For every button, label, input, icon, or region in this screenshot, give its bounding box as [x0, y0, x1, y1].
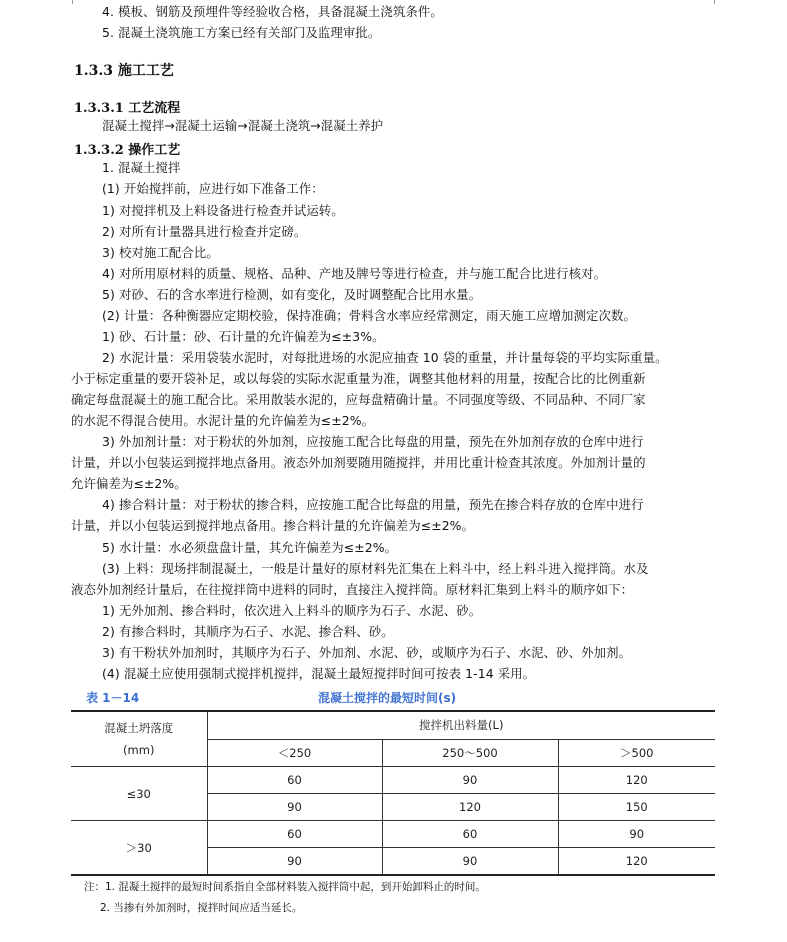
body-line: 2) 有掺合料时，其顺序为石子、水泥、掺合料、砂。	[102, 624, 394, 639]
body-line: 1) 无外加剂、掺合料时，依次进入上料斗的顺序为石子、水泥、砂。	[102, 603, 482, 618]
body-line: 3) 外加剂计量：对于粉状的外加剂，应按施工配合比每盘的用量，预先在外加剂存放的仓库中进行	[102, 434, 644, 449]
table-row	[71, 821, 715, 848]
slump-cell: ＞30	[71, 821, 207, 876]
body-line: 3) 校对施工配合比。	[102, 245, 219, 260]
table-cell: 120	[382, 794, 558, 821]
table-cell: 120	[558, 848, 715, 876]
crop-mark-left	[72, 0, 73, 4]
body-line: 1) 对搅拌机及上料设备进行检查并试运转。	[102, 203, 344, 218]
slump-header	[71, 711, 207, 767]
body-line: (2) 计量：各种衡器应定期校验，保持准确；骨料含水率应经常测定，雨天施工应增加测定次数。	[102, 308, 637, 323]
table-cell: 120	[558, 767, 715, 794]
table-row	[71, 767, 715, 794]
table-cell: 90	[382, 767, 558, 794]
body-line: (1) 开始搅拌前，应进行如下准备工作：	[102, 181, 324, 196]
capacity-header: 250～500	[382, 739, 558, 767]
table-cell: 60	[207, 821, 382, 848]
table-cell: 60	[382, 821, 558, 848]
table-number: 表 1－14	[86, 691, 140, 705]
subsection-heading-operation: 1.3.3.2 操作工艺	[74, 143, 181, 158]
subsection-heading-process-flow: 1.3.3.1 工艺流程	[74, 101, 181, 116]
list-item-4: 4. 模板、钢筋及预埋件等经验收合格，具备混凝土浇筑条件。	[102, 4, 443, 19]
body-line: 5) 对砂、石的含水率进行检测，如有变化，及时调整配合比用水量。	[102, 287, 482, 302]
body-line: (3) 上料：现场拌制混凝土，一般是计量好的原材料先汇集在上料斗中，经上料斗进入搅拌筒。水及	[102, 561, 649, 576]
list-item-5: 5. 混凝土浇筑施工方案已经有关部门及监理审批。	[102, 25, 381, 40]
capacity-header: ＜250	[207, 739, 382, 767]
table-cell: 90	[382, 848, 558, 876]
table-cell: 90	[207, 794, 382, 821]
table-cell: 90	[558, 821, 715, 848]
slump-header-unit: (mm)	[123, 743, 155, 757]
crop-mark-right	[714, 0, 715, 4]
table-cell: 150	[558, 794, 715, 821]
body-line: 2) 对所有计量器具进行检查并定磅。	[102, 224, 307, 239]
table-cell: 60	[207, 767, 382, 794]
capacity-group-header: 搅拌机出料量(L)	[207, 711, 715, 739]
body-line: 确定每盘混凝土的施工配合比。采用散装水泥的，应每盘精确计量。不同强度等级、不同品种、不同厂家	[71, 392, 646, 407]
body-line: 4) 对所用原材料的质量、规格、品种、产地及牌号等进行检查，并与施工配合比进行核对。	[102, 266, 607, 281]
body-line: 4) 掺合料计量：对于粉状的掺合料，应按施工配合比每盘的用量，预先在掺合料存放的仓库中进行	[102, 497, 644, 512]
body-line: (4) 混凝土应使用强制式搅拌机搅拌，混凝土最短搅拌时间可按表 1-14 采用。	[102, 666, 536, 681]
process-flow-text: 混凝土搅拌→混凝土运输→混凝土浇筑→混凝土养护	[102, 118, 384, 133]
section-heading: 1.3.3 施工工艺	[74, 63, 174, 79]
body-line: 小于标定重量的要开袋补足，或以每袋的实际水泥重量为准，调整其他材料的用量，按配合比的比例重新	[71, 371, 646, 386]
body-line: 液态外加剂经计量后，在往搅拌筒中进料的同时，直接注入搅拌筒。原材料汇集到上料斗的顺序如下：	[71, 582, 634, 597]
body-line: 2) 水泥计量：采用袋装水泥时，对每批进场的水泥应抽查 10 袋的重量，并计量每袋的平均实际重量。	[102, 350, 668, 365]
body-line: 1. 混凝土搅拌	[102, 160, 181, 175]
table-title: 混凝土搅拌的最短时间(s)	[318, 691, 457, 705]
body-line: 3) 有干粉状外加剂时，其顺序为石子、外加剂、水泥、砂，或顺序为石子、水泥、砂、外加剂。	[102, 645, 632, 660]
slump-header-label: 混凝土坍落度	[104, 721, 174, 735]
body-line: 允许偏差为≤±2%。	[71, 476, 187, 491]
body-line: 的水泥不得混合使用。水泥计量的允许偏差为≤±2%。	[71, 413, 375, 428]
slump-cell: ≤30	[71, 767, 207, 821]
capacity-header: ＞500	[558, 739, 715, 767]
table-cell: 90	[207, 848, 382, 876]
body-line: 计量，并以小包装运到搅拌地点备用。液态外加剂要随用随搅拌，并用比重计检查其浓度。外加剂计量的	[71, 455, 646, 470]
body-line: 计量，并以小包装运到搅拌地点备用。掺合料计量的允许偏差为≤±2%。	[71, 518, 475, 533]
table-note-2: 2. 当掺有外加剂时，搅拌时间应适当延长。	[100, 902, 303, 914]
body-line: 1) 砂、石计量：砂、石计量的允许偏差为≤±3%。	[102, 329, 385, 344]
table-note-1: 注：1. 混凝土搅拌的最短时间系指自全部材料装入搅拌筒中起，到开始卸料止的时间。	[84, 881, 486, 893]
body-line: 5) 水计量：水必须盘盘计量，其允许偏差为≤±2%。	[102, 540, 398, 555]
mixing-time-table	[71, 710, 715, 876]
